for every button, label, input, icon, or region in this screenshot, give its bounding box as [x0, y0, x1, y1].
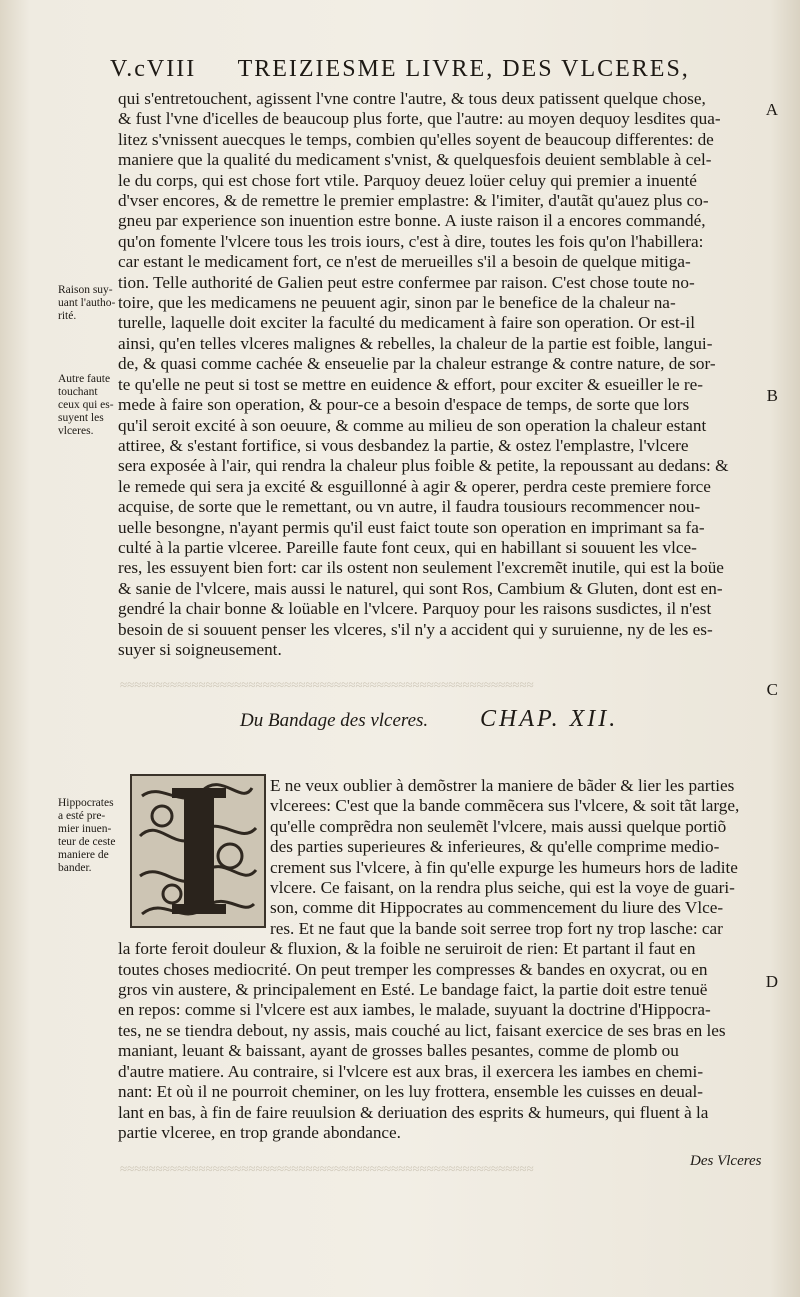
text-line: le du corps, qui est chose fort vtile. Parquoy deuez loüer celuy qui premier a inuenté: [118, 170, 697, 190]
main-paragraph-1: [118, 89, 760, 660]
text-line: qu'on fomente l'vlcere tous les trois iours, c'est à dire, toutes les fois qu'on l'habillera:: [118, 231, 704, 251]
marginal-letter-b: B: [766, 386, 778, 405]
catchword: Des Vlceres: [690, 1153, 762, 1169]
margin-note-1: [58, 284, 132, 323]
text-line: mier inuen-: [58, 823, 112, 835]
text-line: tion. Telle authorité de Galien peut estre confermee par raison. C'est chose toute no-: [118, 272, 695, 292]
text-line: maniere que la qualité du medicament s'vnist, & quelquesfois deuient semblable à cel-: [118, 150, 712, 170]
text-line: vlcere. Ce faisant, on la rendra plus seiche, qui est la voye de guari-: [270, 878, 735, 898]
text-line: & sanie de l'vlcere, mais aussi le naturel, qui sont Ros, Cambium & Gluten, dont est en-: [118, 578, 723, 598]
text-line: crement sus l'vlcere, à fin qu'elle expurge les humeurs hors de ladite: [270, 857, 738, 877]
text-line: qu'elle comprẽdra non seulemẽt l'vlcere, mais aussi quelque portiõ: [270, 816, 727, 836]
text-line: a esté pre-: [58, 810, 106, 822]
text-line: de, & quasi comme cachée & enseuelie par la chaleur estrange & contre nature, de sor-: [118, 354, 716, 374]
text-line: uant l'autho-: [58, 297, 116, 309]
text-line: d'vser encores, & de remettre le premier emplastre: & l'imiter, d'autãt qu'auez plus co-: [118, 191, 709, 211]
text-line: ceux qui es-: [58, 399, 114, 411]
text-line: bander.: [58, 862, 92, 874]
text-line: suyent les: [58, 412, 104, 424]
text-line: maniere de: [58, 849, 109, 861]
text-line: d'autre matiere. Au contraire, si l'vlcere est aux bras, il exercera les iambes en chemi-: [118, 1061, 704, 1081]
text-line: toutes choses mediocrité. On peut tremper les compresses & bandes en oxycrat, ou en: [118, 959, 708, 979]
bleed-through-text: ≈≈≈≈≈≈≈≈≈≈≈≈≈≈≈≈≈≈≈≈≈≈≈≈≈≈≈≈≈≈≈≈≈≈≈≈≈≈≈≈≈≈≈≈≈≈≈≈≈≈≈≈≈≈≈≈≈≈: [120, 1161, 534, 1176]
margin-note-2: [58, 373, 132, 438]
text-line: gros vin austere, & principalement en Esté. Le bandage faict, la partie doit estre tenuë: [118, 980, 708, 1000]
chapter-number: CHAP. XII.: [480, 706, 619, 732]
running-header: [110, 56, 690, 83]
bleed-through-text: ≈≈≈≈≈≈≈≈≈≈≈≈≈≈≈≈≈≈≈≈≈≈≈≈≈≈≈≈≈≈≈≈≈≈≈≈≈≈≈≈≈≈≈≈≈≈≈≈≈≈≈≈≈≈≈≈≈≈: [120, 677, 534, 692]
text-line: gendré la chair bonne & loüable en l'vlcere. Parquoy pour les raisons susdictes, il n'est: [118, 599, 712, 619]
text-line: nant: Et où il ne pourroit cheminer, on les luy frottera, ensemble les cuisses en deual-: [118, 1082, 703, 1102]
text-line: res. Et ne faut que la bande soit serree trop fort ny trop lasche: car: [270, 918, 723, 938]
text-line: Raison suy-: [58, 284, 113, 296]
text-line: suyer si soigneusement.: [118, 639, 282, 659]
text-line: culté à la partie vlceree. Pareille faute font ceux, qui en habillant si souuent les vlce-: [118, 537, 697, 557]
running-title: TREIZIESME LIVRE, DES VLCERES,: [237, 56, 690, 82]
text-line: attiree, & s'estant fortifice, si vous desbandez la partie, & ostez l'emplastre, l'vlcere: [118, 435, 689, 455]
text-line: tes, ne se tiendra debout, ny assis, mais couché au lict, faisant exercice de ses bras en les: [118, 1020, 726, 1040]
folio-number: V.cVIII: [110, 56, 197, 82]
text-line: uelle besongne, n'ayant permis qu'il eust faict toute son operation en imprimant sa fa-: [118, 517, 705, 537]
text-line: maniant, leuant & baissant, ayant de grosses balles pesantes, comme de plomb ou: [118, 1041, 679, 1061]
text-line: mede à faire son operation, & pour-ce a besoin d'espace de temps, de sorte que lors: [118, 395, 690, 415]
text-line: des parties superieures & inferieures, & qu'elle comprime medio-: [270, 837, 720, 857]
text-line: gneu par experience son inuention estre bonne. A iuste raison il a encores commandé,: [118, 211, 706, 231]
text-line: turelle, laquelle doit exciter la faculté du medicament à faire son operation. Or est-il: [118, 313, 695, 333]
chapter-subtitle: Du Bandage des vlceres.: [240, 710, 429, 731]
text-line: ainsi, qu'en telles vlceres malignes & rebelles, la chaleur de la partie est foible, langui-: [118, 333, 713, 353]
marginal-letter-d: D: [765, 972, 778, 991]
text-line: vlcerees: C'est que la bande commẽcera sus l'vlcere, & soit tãt large,: [270, 796, 740, 816]
text-line: te qu'elle ne peut si tost se mettre en euidence & effort, pour exciter & esueiller le re-: [118, 374, 704, 394]
text-line: sera exposée à l'air, qui rendra la chaleur plus foible & petite, la repoussant au dedans: &: [118, 456, 729, 476]
text-line: Autre faute: [58, 373, 111, 385]
text-line: rité.: [58, 310, 77, 322]
chapter-heading: [240, 706, 680, 732]
text-line: vlceres.: [58, 425, 94, 437]
text-line: touchant: [58, 386, 98, 398]
text-line: litez s'vnissent auecques le temps, combien qu'elles soyent de beaucoup differentes: de: [118, 129, 714, 149]
text-line: qui s'entretouchent, agissent l'vne contre l'autre, & tous deux patissent quelque chose,: [118, 89, 706, 108]
text-line: E ne veux oublier à demõstrer la maniere de bãder & lier les parties: [270, 776, 735, 795]
text-line: le remede qui sera ja excité & esguillonné à agir & operer, perdra ceste premiere force: [118, 476, 711, 496]
text-line: res, les essuyent bien fort: car ils ostent non seulement l'excremẽt inutile, qui est la boüe: [118, 558, 724, 578]
text-line: besoin de si souuent penser les vlceres, s'il n'y a accident qui y suruienne, ny de les es-: [118, 619, 713, 639]
text-line: en repos: comme si l'vlcere est aux iambes, le malade, suyuant la doctrine d'Hippocra-: [118, 1000, 711, 1020]
text-line: la forte feroit douleur & fluxion, & la foible ne seruiroit de rien: Et partant il faut en: [118, 939, 696, 959]
text-line: car estant le medicament fort, ce n'est de merueilles s'il a besoin de quelque mitiga-: [118, 252, 691, 272]
text-line: lant en bas, à fin de faire reuulsion & deriuation des esprits & humeurs, qui fluent à la: [118, 1102, 709, 1122]
text-line: toire, que les medicamens ne peuuent agir, sinon par le benefice de la chaleur na-: [118, 293, 676, 313]
text-line: & fust l'vne d'icelles de beaucoup plus forte, que l'autre: au moyen dequoy lesdites qua-: [118, 109, 721, 129]
text-line: teur de ceste: [58, 836, 116, 848]
marginal-letter-a: A: [765, 100, 778, 119]
marginal-letter-c: C: [766, 680, 778, 699]
text-line: acquise, de sorte que le remettant, ou vn autre, il faudra tousiours recommencer nou-: [118, 497, 701, 517]
text-line: son, comme dit Hippocrates au commencement du liure des Vlce-: [270, 898, 724, 918]
text-line: Hippocrates: [58, 797, 114, 809]
text-line: partie vlceree, en trop grande abondance.: [118, 1122, 401, 1142]
main-paragraph-2: [118, 776, 760, 1143]
text-line: qu'il seroit excité à son oeuure, & comme au milieu de son operation la chaleur estant: [118, 415, 707, 435]
